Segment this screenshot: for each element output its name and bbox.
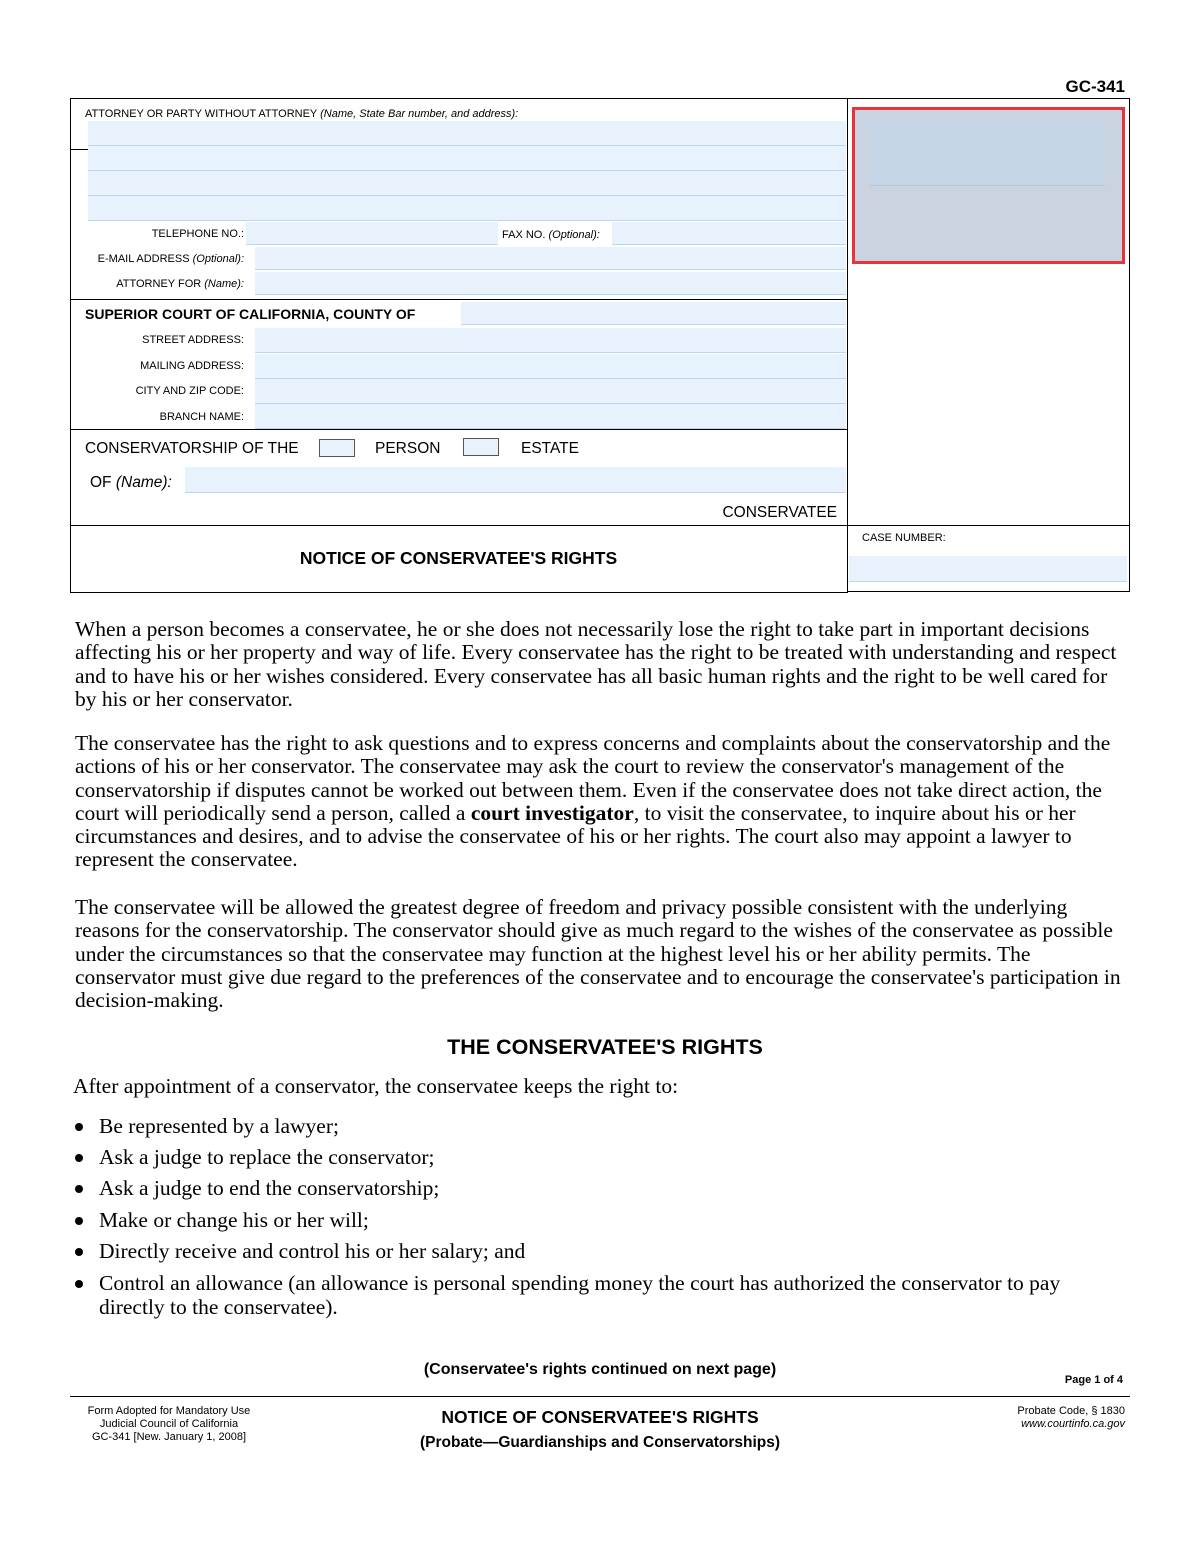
estate-checkbox[interactable]: [463, 438, 499, 456]
list-item: [75, 1176, 1125, 1202]
case-number-label: CASE NUMBER:: [862, 532, 946, 544]
attorney-stub-line: [70, 149, 88, 150]
caption-left-border: [70, 98, 71, 593]
bullet-icon: [75, 1154, 83, 1162]
attorney-label: [85, 108, 518, 120]
street-address-field[interactable]: [255, 328, 846, 353]
email-label-hint: (Optional):: [192, 253, 244, 265]
page-number: Page 1 of 4: [1064, 1374, 1123, 1386]
telephone-field[interactable]: [246, 222, 498, 245]
probate-code-reference: Probate Code, § 1830: [1017, 1405, 1125, 1417]
branch-name-label: BRANCH NAME:: [159, 411, 244, 423]
attorney-name-field-4[interactable]: [88, 196, 846, 221]
person-label: PERSON: [375, 440, 441, 457]
caption-top-border: [70, 98, 1130, 99]
bullet-icon: [75, 1123, 83, 1131]
footer-adopted-line-2: Judicial Council of California: [99, 1418, 239, 1430]
case-number-field[interactable]: [849, 556, 1127, 582]
caption-right-border: [1129, 98, 1130, 592]
email-label-text: E-MAIL ADDRESS: [97, 253, 190, 265]
paragraph-2-end: , to visit the conservatee, to inquire about his or her circumstances and desires, and to advise the conservatee of his or her rights. The court also may appoint a lawyer to represent the conservatee.: [75, 800, 1076, 872]
estate-label: ESTATE: [521, 440, 579, 457]
attorney-label-text: ATTORNEY OR PARTY WITHOUT ATTORNEY: [85, 108, 318, 120]
list-item-text: Control an allowance (an allowance is personal spending money the court has authorized the conservator to pay directly to the conservatee).: [99, 1271, 1061, 1319]
footer-adopted-line-1: Form Adopted for Mandatory Use: [87, 1405, 251, 1417]
branch-name-field[interactable]: [255, 404, 846, 429]
paragraph-1: When a person becomes a conservatee, he or she does not necessarily lose the right to take part in important decisions affecting his or her property and way of life. Every conservatee has the right to be treated with understanding and respect and to have his or her wishes considered. Every conservatee has all basic human rights and the right to be well cared for by his or her conservator.: [75, 617, 1117, 711]
attorney-name-field-2[interactable]: [88, 146, 846, 171]
of-name-label: [90, 474, 172, 492]
list-item-text: Ask a judge to replace the conservator;: [99, 1145, 435, 1169]
footer-adopted-line-3: GC-341 [New. January 1, 2008]: [91, 1431, 247, 1443]
bullet-icon: [75, 1185, 83, 1193]
continued-note: (Conservatee's rights continued on next page): [423, 1361, 777, 1378]
bullet-icon: [75, 1248, 83, 1256]
list-item: [75, 1239, 1125, 1265]
bullet-icon: [75, 1280, 83, 1288]
paragraph-2-start: The conservatee has the right to ask questions and to express concerns and complaints about the conservatorship and the actions of his or her conservator. The conservatee may ask the court to review the conservator's management of the conservatorship if disputes cannot be worked out between them. Even if the conservatee does not take direct action, the court will periodically send a person, called a: [75, 731, 1111, 825]
paragraph-2: [75, 732, 1125, 872]
caption-divider-parties: [70, 429, 847, 430]
caption-divider-title: [70, 525, 1130, 526]
form-number: GC-341: [1065, 77, 1125, 96]
street-address-label: STREET ADDRESS:: [142, 334, 244, 346]
list-item-text: Directly receive and control his or her salary; and: [99, 1239, 526, 1263]
form-title: NOTICE OF CONSERVATEE'S RIGHTS: [299, 548, 618, 568]
fax-label-hint: (Optional):: [548, 229, 600, 241]
footer-title: NOTICE OF CONSERVATEE'S RIGHTS: [441, 1407, 759, 1427]
court-label: SUPERIOR COURT OF CALIFORNIA, COUNTY OF: [85, 306, 416, 322]
list-item-text: Make or change his or her will;: [99, 1208, 369, 1232]
attorney-for-label-hint: (Name):: [204, 278, 244, 290]
clerk-stamp-inner-field[interactable]: [870, 120, 1105, 186]
footer-subtitle: (Probate—Guardianships and Conservatorships): [419, 1434, 780, 1451]
attorney-for-field[interactable]: [255, 272, 846, 295]
email-label: [80, 253, 244, 265]
person-checkbox[interactable]: [319, 439, 355, 457]
city-zip-field[interactable]: [255, 379, 846, 404]
website-link[interactable]: www.courtinfo.ca.gov: [1021, 1418, 1125, 1430]
caption-middle-border: [847, 98, 848, 593]
conservatee-label: CONSERVATEE: [722, 504, 837, 521]
of-label-text: OF: [90, 474, 112, 491]
section-heading: THE CONSERVATEE'S RIGHTS: [447, 1035, 763, 1059]
attorney-for-label-text: ATTORNEY FOR: [116, 278, 202, 290]
footer-rule: [70, 1396, 1130, 1397]
list-item: [75, 1208, 1125, 1234]
case-number-bottom-border: [847, 591, 1130, 592]
attorney-name-field-1[interactable]: [88, 121, 846, 146]
attorney-label-hint: (Name, State Bar number, and address):: [320, 108, 519, 120]
county-field[interactable]: [461, 302, 846, 325]
court-investigator-term: court investigator: [470, 800, 634, 825]
list-item: [75, 1271, 1125, 1321]
fax-label-text: FAX NO.: [502, 229, 546, 241]
telephone-label: TELEPHONE NO.:: [151, 228, 244, 240]
fax-field[interactable]: [612, 222, 846, 245]
attorney-for-label: [80, 278, 244, 290]
list-item-text: Be represented by a lawyer;: [99, 1114, 339, 1138]
caption-bottom-border: [70, 592, 847, 593]
fax-label: [502, 229, 600, 241]
of-label-hint: (Name):: [115, 474, 172, 491]
mailing-address-label: MAILING ADDRESS:: [140, 360, 244, 372]
rights-intro: After appointment of a conservator, the conservatee keeps the right to:: [73, 1074, 679, 1098]
email-field[interactable]: [255, 247, 846, 270]
footer-code: [1017, 1405, 1125, 1431]
conservatee-name-field[interactable]: [185, 467, 846, 493]
list-item: [75, 1114, 1125, 1140]
list-item: [75, 1145, 1125, 1171]
list-item-text: Ask a judge to end the conservatorship;: [99, 1176, 440, 1200]
paragraph-3: The conservatee will be allowed the greatest degree of freedom and privacy possible consistent with the underlying reasons for the conservatorship. The conservator should give as much regard to the wishes of the conservatee as possible under the circumstances so that the conservatee may function at the highest level his or her ability permits. The conservator must give due regard to the preferences of the conservatee and to encourage the conservatee's participation in decision-making.: [75, 895, 1121, 1013]
conservatorship-label: CONSERVATORSHIP OF THE: [85, 440, 299, 457]
attorney-name-field-3[interactable]: [88, 171, 846, 196]
city-zip-label: CITY AND ZIP CODE:: [135, 385, 244, 397]
caption-divider-court: [70, 299, 847, 300]
mailing-address-field[interactable]: [255, 354, 846, 379]
bullet-icon: [75, 1217, 83, 1225]
